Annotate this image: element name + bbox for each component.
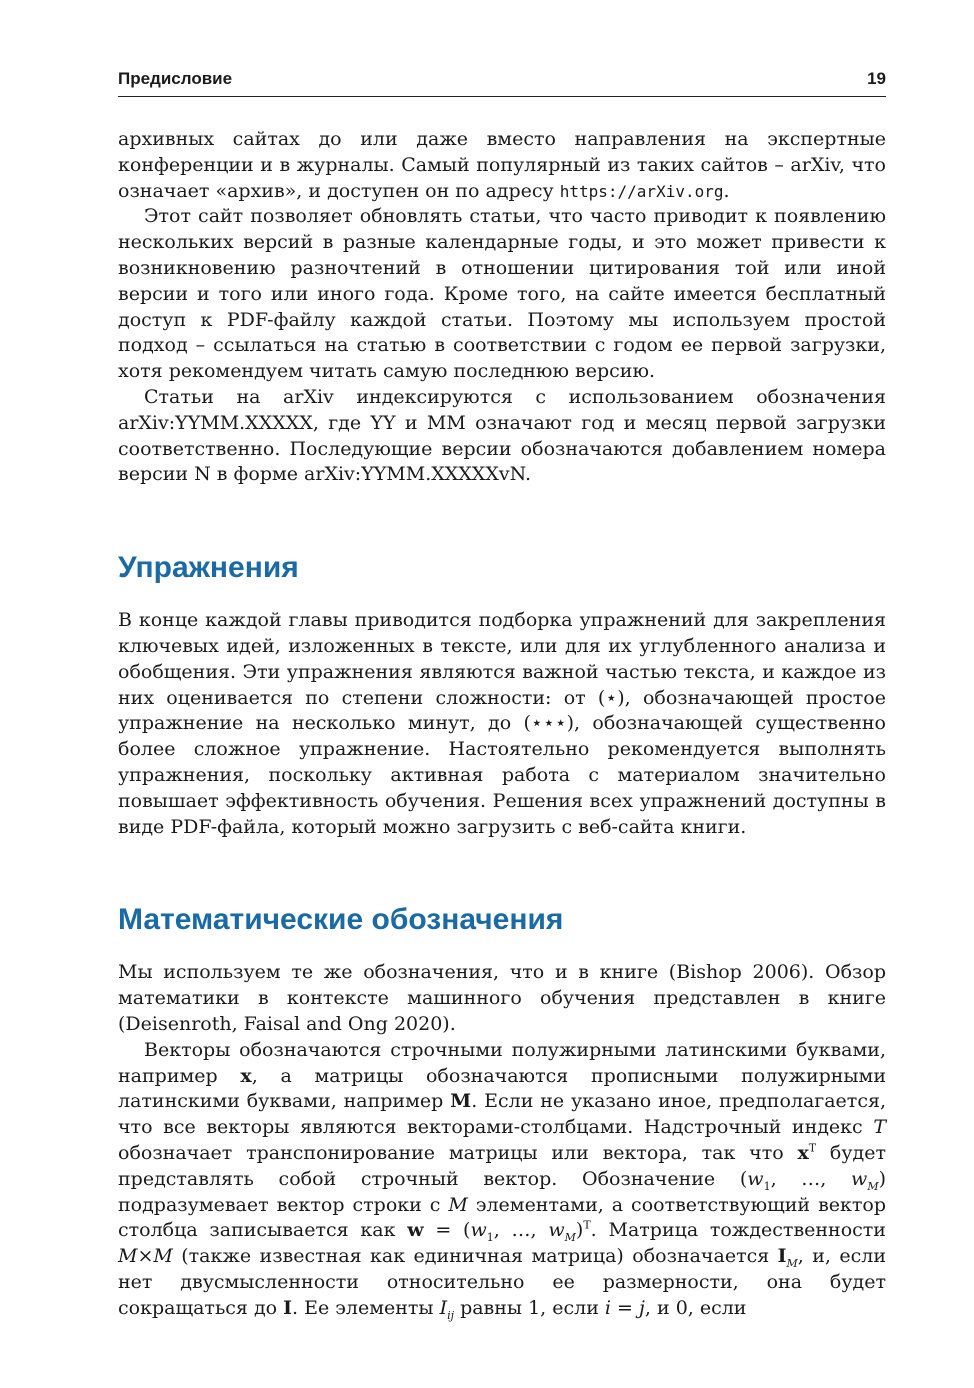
notation-paragraph-1: Мы используем те же обозначения, что и в книге (Bishop 2006). Обзор математики в контексте машинного обучения представлен в книге (Deisenroth, Faisal and Ong 2020). [118, 961, 886, 1035]
section-title: Предисловие [118, 69, 233, 88]
page-content [118, 127, 886, 1321]
notation-paragraph-2: Векторы обозначаются строчными полужирными латинскими буквами, например x, а матрицы обозначаются прописными полужирными латинскими буквами, например M. Если не указано иное, предполагается, что все векторы являются векторами-столбцами. Надстрочный индекс T обозначает транспонирование матрицы или вектора, так что $x^T$ будет представлять собой строчный вектор. Обозначение ($w_1$, …, $w_M$) подразумевает вектор строки с M элементами, а соответствующий вектор столбца записывается как $w = (w_1$, …, $w_M)^T$. Матрица тождественности M×M (также известная как единичная матрица) обозначается $I_M$, и, если нет двусмысленности относительно ее размерности, она будет сокращаться до I. Ее элементы $I_{ij}$ равны 1, если i = j, и 0, если [118, 1038, 887, 1322]
exercises-heading: Упражнения [118, 551, 299, 585]
exercises-paragraph: В конце каждой главы приводится подборка упражнений для закрепления ключевых идей, изложенных в тексте, или для их углубленного анализа и обобщения. Эти упражнения являются важной частью текста, и каждое из них оценивается по степени сложности: от (⋆), обозначающей простое упражнение на несколько минут, до (⋆⋆⋆), обозначающей существенно более сложное упражнение. Настоятельно рекомендуется выполнять упражнения, поскольку активная работа с материалом значительно повышает эффективность обучения. Решения всех упражнений доступны в виде PDF-файла, который можно загрузить с веб-сайта книги. [118, 609, 886, 838]
notation-heading: Математические обозначения [118, 903, 564, 937]
intro-paragraph-1: архивных сайтах до или даже вместо направления на экспертные конференции и в журналы. Самый популярный из таких сайтов – arXiv, что означает «архив», и доступен он по адресу https://arXiv.org. [118, 128, 886, 202]
intro-paragraph-3: Статьи на arXiv индексируются с использованием обозначения arXiv:YYMM.XXXXX, где YY и MM означают год и месяц первой загрузки соответственно. Последующие версии обозначаются добавлением номера версии N в форме arXiv:YYMM.XXXXXvN. [118, 385, 886, 486]
arxiv-url[interactable]: https://arXiv.org [559, 181, 724, 201]
page-number: 19 [867, 69, 886, 88]
running-header [118, 66, 886, 97]
intro-paragraph-2: Этот сайт позволяет обновлять статьи, что часто приводит к появлению нескольких версий в разные календарные годы, и это может привести к возникновению разночтений в отношении цитирования той или иной версии и того или иного года. Кроме того, на сайте имеется бесплатный доступ к PDF-файлу каждой статьи. Поэтому мы используем простой подход – ссылаться на статью в соответствии с годом ее первой загрузки, хотя рекомендуем читать самую последнюю версию. [118, 205, 886, 383]
